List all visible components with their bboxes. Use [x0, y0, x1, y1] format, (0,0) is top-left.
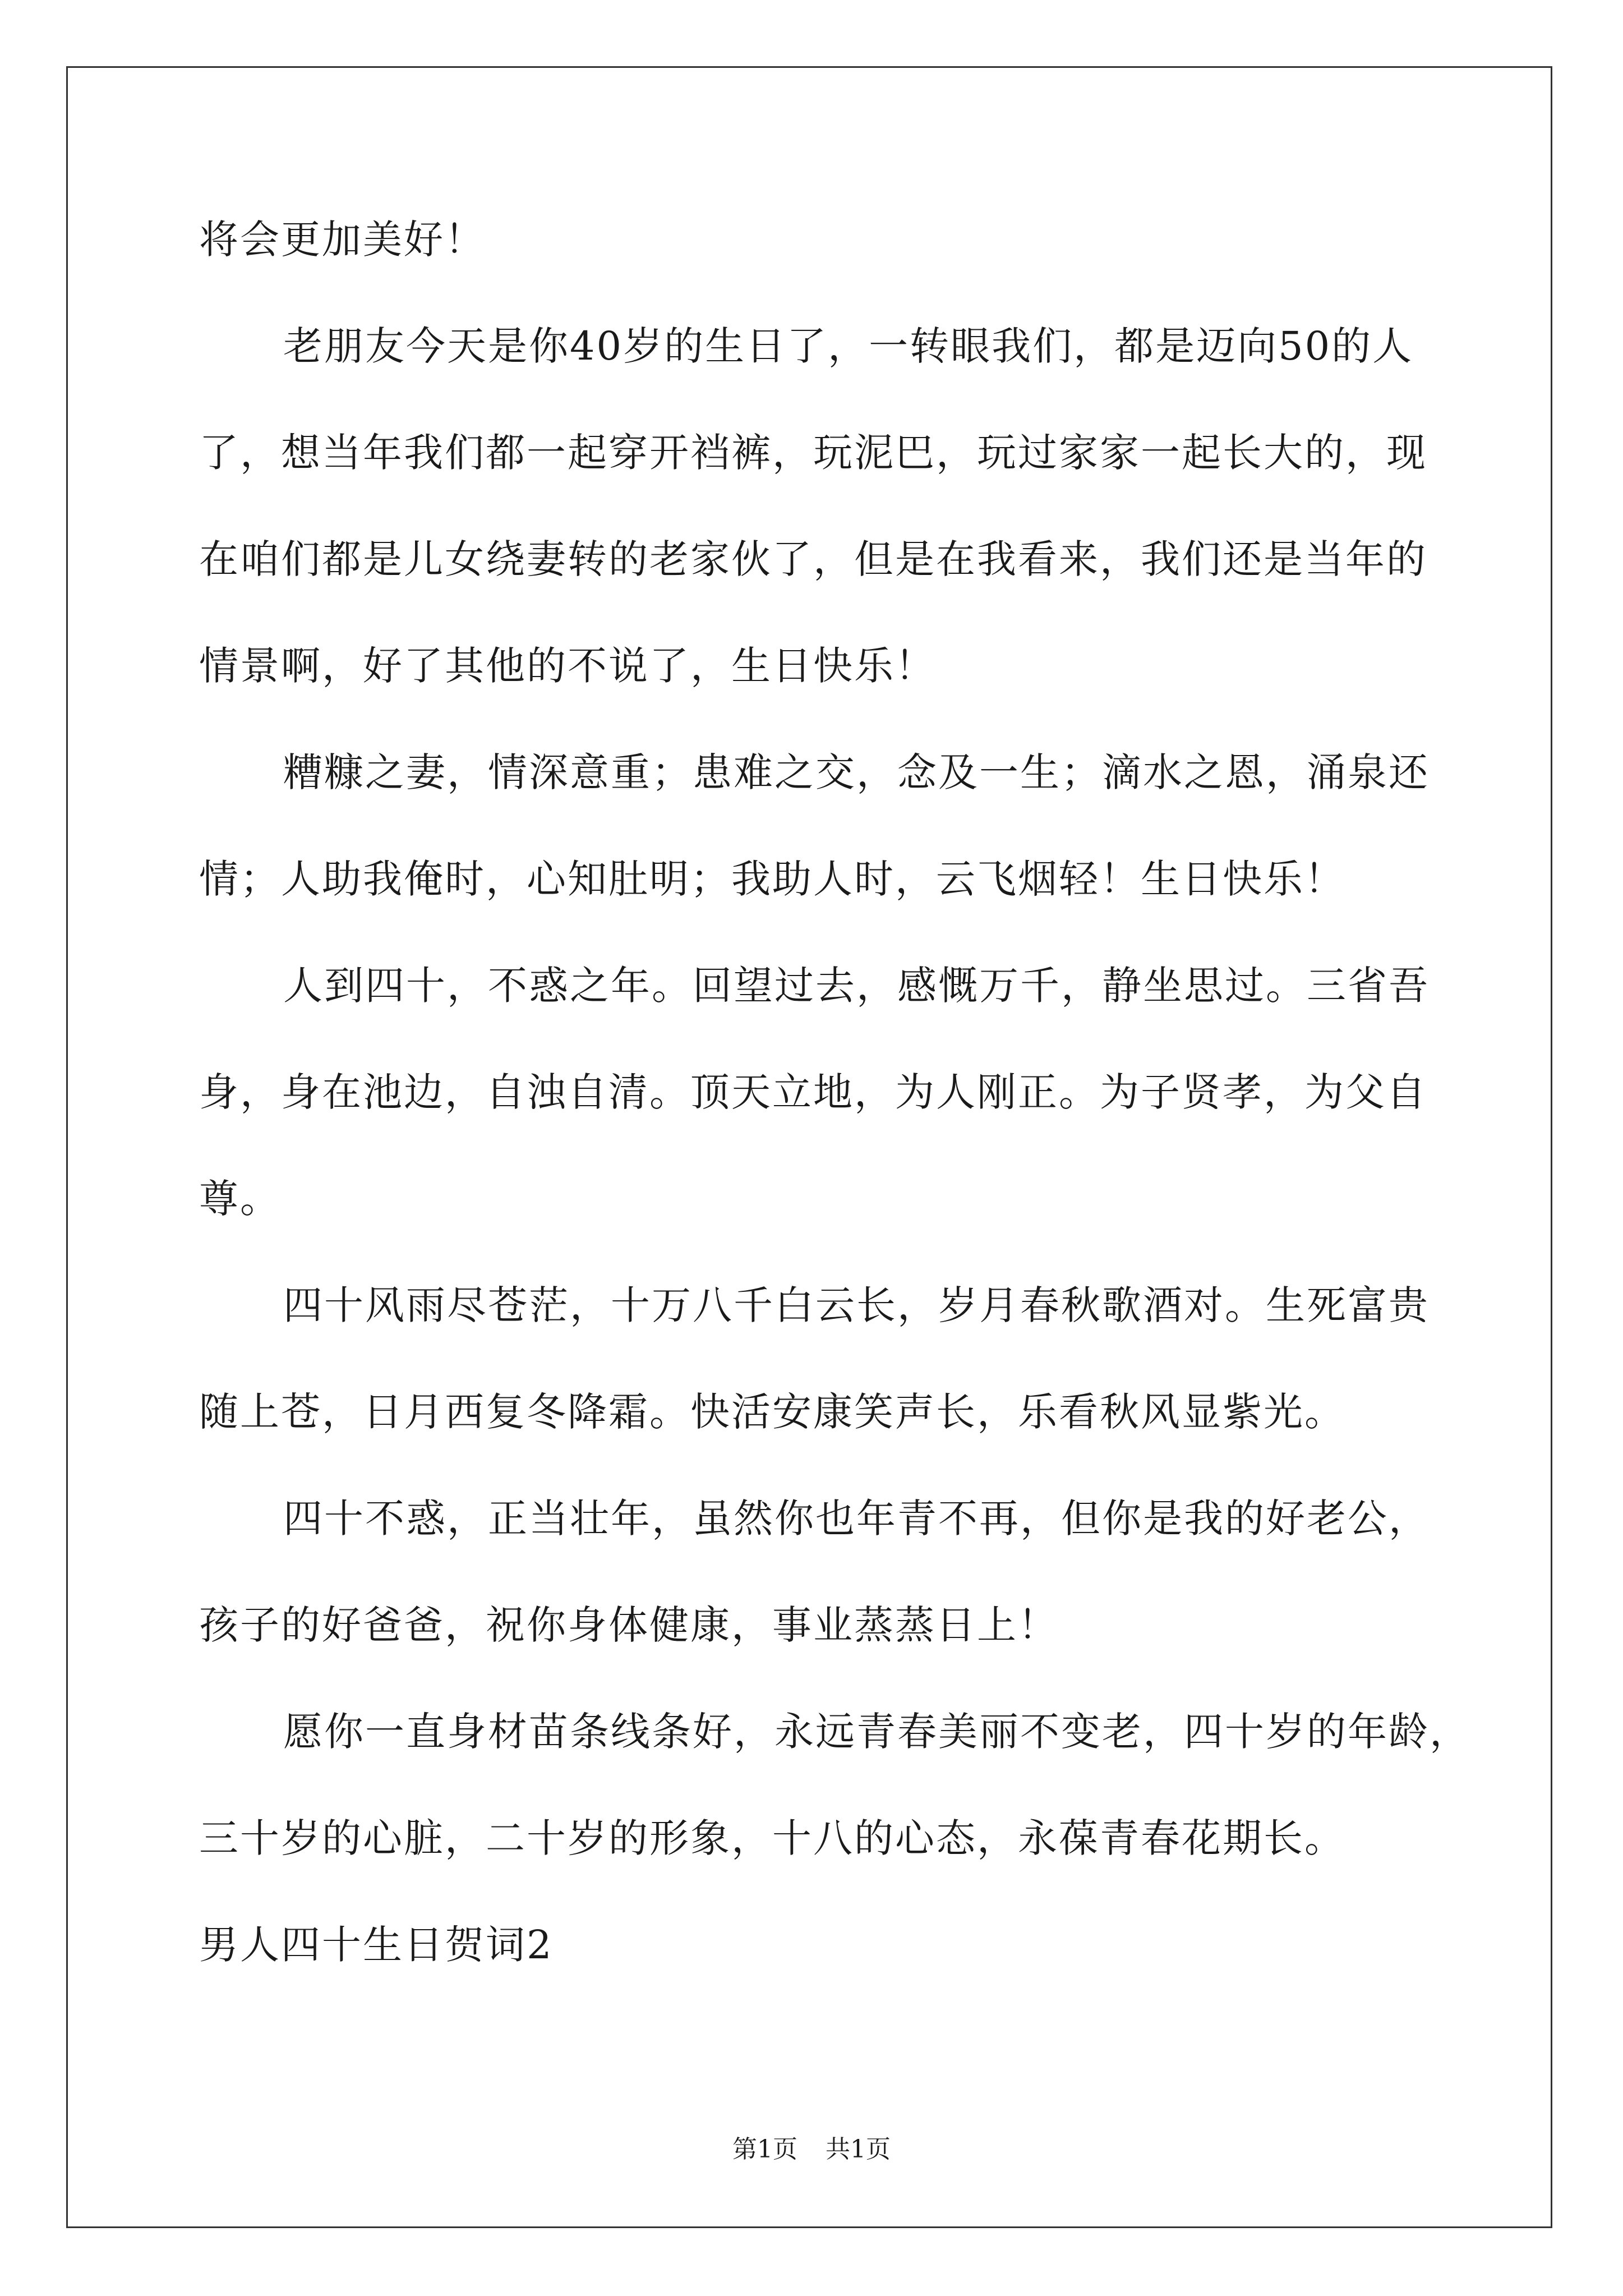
document-body	[199, 217, 1470, 2032]
text-line: 将会更加美好！	[199, 217, 486, 263]
text-line: 情景啊，好了其他的不说了，生日快乐！	[199, 643, 936, 689]
page-total: 共1页	[826, 2135, 891, 2164]
paragraph-first-line: 愿你一直身材苗条线条好，永远青春美丽不变老，四十岁的年龄，	[283, 1709, 1470, 1755]
text-line: 情；人助我俺时，心知肚明；我助人时，云飞烟轻！生日快乐！	[199, 856, 1345, 902]
text-line: 随上苍，日月西复冬降霜。快活安康笑声长，乐看秋风显紫光。	[199, 1389, 1345, 1435]
text-line: 身，身在池边，自浊自清。顶天立地，为人刚正。为子贤孝，为父自	[199, 1069, 1427, 1115]
section-heading: 男人四十生日贺词2	[199, 1922, 554, 1968]
page-footer	[0, 2137, 1623, 2162]
paragraph-first-line: 老朋友今天是你40岁的生日了，一转眼我们，都是迈向50的人	[283, 323, 1414, 369]
page-number: 第1页	[732, 2135, 797, 2164]
paragraph-first-line: 人到四十，不惑之年。回望过去，感慨万千，静坐思过。三省吾	[283, 963, 1430, 1009]
text-line: 了，想当年我们都一起穿开裆裤，玩泥巴，玩过家家一起长大的，现	[199, 430, 1427, 476]
paragraph-first-line: 糟糠之妻，情深意重；患难之交，念及一生；滴水之恩，涌泉还	[283, 749, 1430, 795]
paragraph-first-line: 四十不惑，正当壮年，虽然你也年青不再，但你是我的好老公，	[283, 1496, 1430, 1542]
paragraph-first-line: 四十风雨尽苍茫，十万八千白云长，岁月春秋歌酒对。生死富贵	[283, 1282, 1430, 1328]
text-line: 在咱们都是儿女绕妻转的老家伙了，但是在我看来，我们还是当年的	[199, 536, 1427, 582]
text-line: 孩子的好爸爸，祝你身体健康，事业蒸蒸日上！	[199, 1602, 1059, 1648]
text-line: 尊。	[199, 1176, 281, 1222]
text-line: 三十岁的心脏，二十岁的形象，十八的心态，永葆青春花期长。	[199, 1815, 1345, 1861]
